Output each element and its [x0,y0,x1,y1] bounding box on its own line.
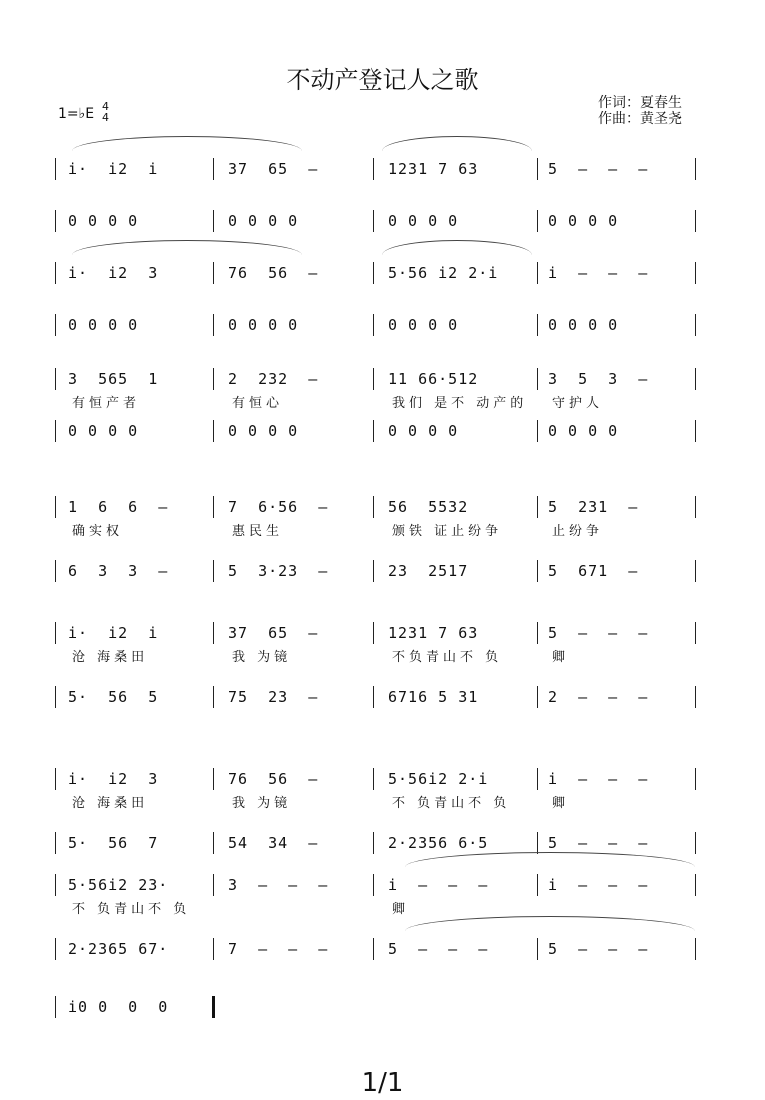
measure: 0 0 0 0 [548,316,619,334]
measure: 5 – – – [548,624,649,642]
measure: 3 5 3 – [548,370,649,388]
melody-staff [0,622,765,644]
lyrics-row [0,392,765,410]
measure: 0 0 0 0 [388,422,459,440]
melody-staff [0,496,765,518]
measure: i – – – [388,876,489,894]
lyric-text: 沧 海桑田 [72,650,149,665]
lyric-text: 不 负青山不 负 [392,796,511,811]
measure: 5 – – – [388,940,489,958]
time-bottom: 4 [102,111,109,124]
measure: 1231 7 63 [388,624,479,642]
accompaniment-staff [0,686,765,708]
barline [55,832,56,854]
barline [55,262,56,284]
measure: 0 0 0 0 [548,422,619,440]
measure: 2 232 – [228,370,319,388]
measure: 5 – – – [548,940,649,958]
lyric-text: 守护人 [552,396,604,411]
measure: 5 3·23 – [228,562,329,580]
melody-staff [0,874,765,896]
measure: 1 6 6 – [68,498,169,516]
measure: 76 56 – [228,770,319,788]
barline [55,874,56,896]
lyric-text: 我们 是不 动产的 [392,396,528,411]
accompaniment-staff [0,938,765,960]
barline [55,314,56,336]
measure: 37 65 – [228,160,319,178]
measure: i0 0 0 0 [68,998,169,1016]
measure: 0 0 0 0 [68,212,139,230]
measure: 3 – – – [228,876,329,894]
phrase-slur [405,852,695,867]
measure: i – – – [548,876,649,894]
lyric-text: 确实权 [72,524,124,539]
measure: 5 671 – [548,562,639,580]
measure: 0 0 0 0 [228,212,299,230]
melody-staff [0,996,765,1018]
measure: 1231 7 63 [388,160,479,178]
phrase-slur [382,240,532,255]
song-title: 不动产登记人之歌 [286,66,479,94]
lyric-text: 止纷争 [552,524,604,539]
measure: 76 56 – [228,264,319,282]
measure: 5 – – – [548,834,649,852]
measure: i· i2 3 [68,264,159,282]
lyric-text: 惠民生 [232,524,284,539]
barline [55,368,56,390]
measure: 5·56 i2 2·i [388,264,499,282]
measure: 0 0 0 0 [388,212,459,230]
lyrics-row [0,520,765,538]
measure: 5· 56 7 [68,834,159,852]
lyric-text: 有恒心 [232,396,284,411]
lyric-text: 卿 [392,902,410,917]
measure: 6 3 3 – [68,562,169,580]
lyrics-row [0,898,765,916]
final-barline [212,996,215,1018]
measure: 2·2365 67· [68,940,169,958]
measure: 7 – – – [228,940,329,958]
measure: i· i2 3 [68,770,159,788]
measure: 3 565 1 [68,370,159,388]
measure: 5·56i2 23· [68,876,169,894]
measure: i· i2 i [68,160,159,178]
key-signature: 1=♭E [58,106,95,122]
lyric-text: 沧 海桑田 [72,796,149,811]
phrase-slur [72,136,302,151]
barline [55,560,56,582]
measure: 6716 5 31 [388,688,479,706]
melody-staff [0,768,765,790]
measure: 0 0 0 0 [228,316,299,334]
lyricist: 作词：夏春生 [598,95,682,111]
lyric-text: 我 为镜 [232,796,292,811]
measure: 54 34 – [228,834,319,852]
measure: 11 66·512 [388,370,479,388]
measure: 56 5532 [388,498,469,516]
barline [55,210,56,232]
lyric-text: 我 为镜 [232,650,292,665]
measure: 2·2356 6·5 [388,834,489,852]
lyric-text: 不负青山不 负 [392,650,503,665]
measure: 37 65 – [228,624,319,642]
measure: i – – – [548,264,649,282]
lyric-text: 卿 [552,796,570,811]
measure: 23 2517 [388,562,469,580]
accompaniment-staff [0,560,765,582]
barline [55,768,56,790]
page-number: 1/1 [361,1068,404,1098]
barline [55,496,56,518]
barline [55,996,56,1018]
measure: 0 0 0 0 [68,422,139,440]
accompaniment-staff [0,314,765,336]
accompaniment-staff [0,210,765,232]
melody-staff [0,158,765,180]
measure: i – – – [548,770,649,788]
melody-staff [0,262,765,284]
lyric-text: 不 负青山不 负 [72,902,191,917]
measure: 7 6·56 – [228,498,329,516]
measure: 0 0 0 0 [228,422,299,440]
measure: 5 231 – [548,498,639,516]
barline [55,686,56,708]
credits [598,95,682,127]
barline [55,622,56,644]
barline [55,158,56,180]
time-signature [102,101,109,123]
phrase-slur [72,240,302,255]
accompaniment-staff [0,420,765,442]
measure: 5 – – – [548,160,649,178]
lyrics-row [0,792,765,810]
measure: i· i2 i [68,624,159,642]
composer: 作曲：黄圣尧 [598,111,682,127]
barline [55,420,56,442]
melody-staff [0,368,765,390]
lyrics-row [0,646,765,664]
measure: 2 – – – [548,688,649,706]
lyric-text: 颁铁 证止纷争 [392,524,503,539]
barline [55,938,56,960]
phrase-slur [405,916,695,931]
accompaniment-staff [0,832,765,854]
lyric-text: 有恒产者 [72,396,141,411]
measure: 75 23 – [228,688,319,706]
measure: 0 0 0 0 [548,212,619,230]
time-top: 4 [102,100,109,113]
measure: 5· 56 5 [68,688,159,706]
lyric-text: 卿 [552,650,570,665]
measure: 0 0 0 0 [388,316,459,334]
measure: 0 0 0 0 [68,316,139,334]
phrase-slur [382,136,532,151]
measure: 5·56i2 2·i [388,770,489,788]
